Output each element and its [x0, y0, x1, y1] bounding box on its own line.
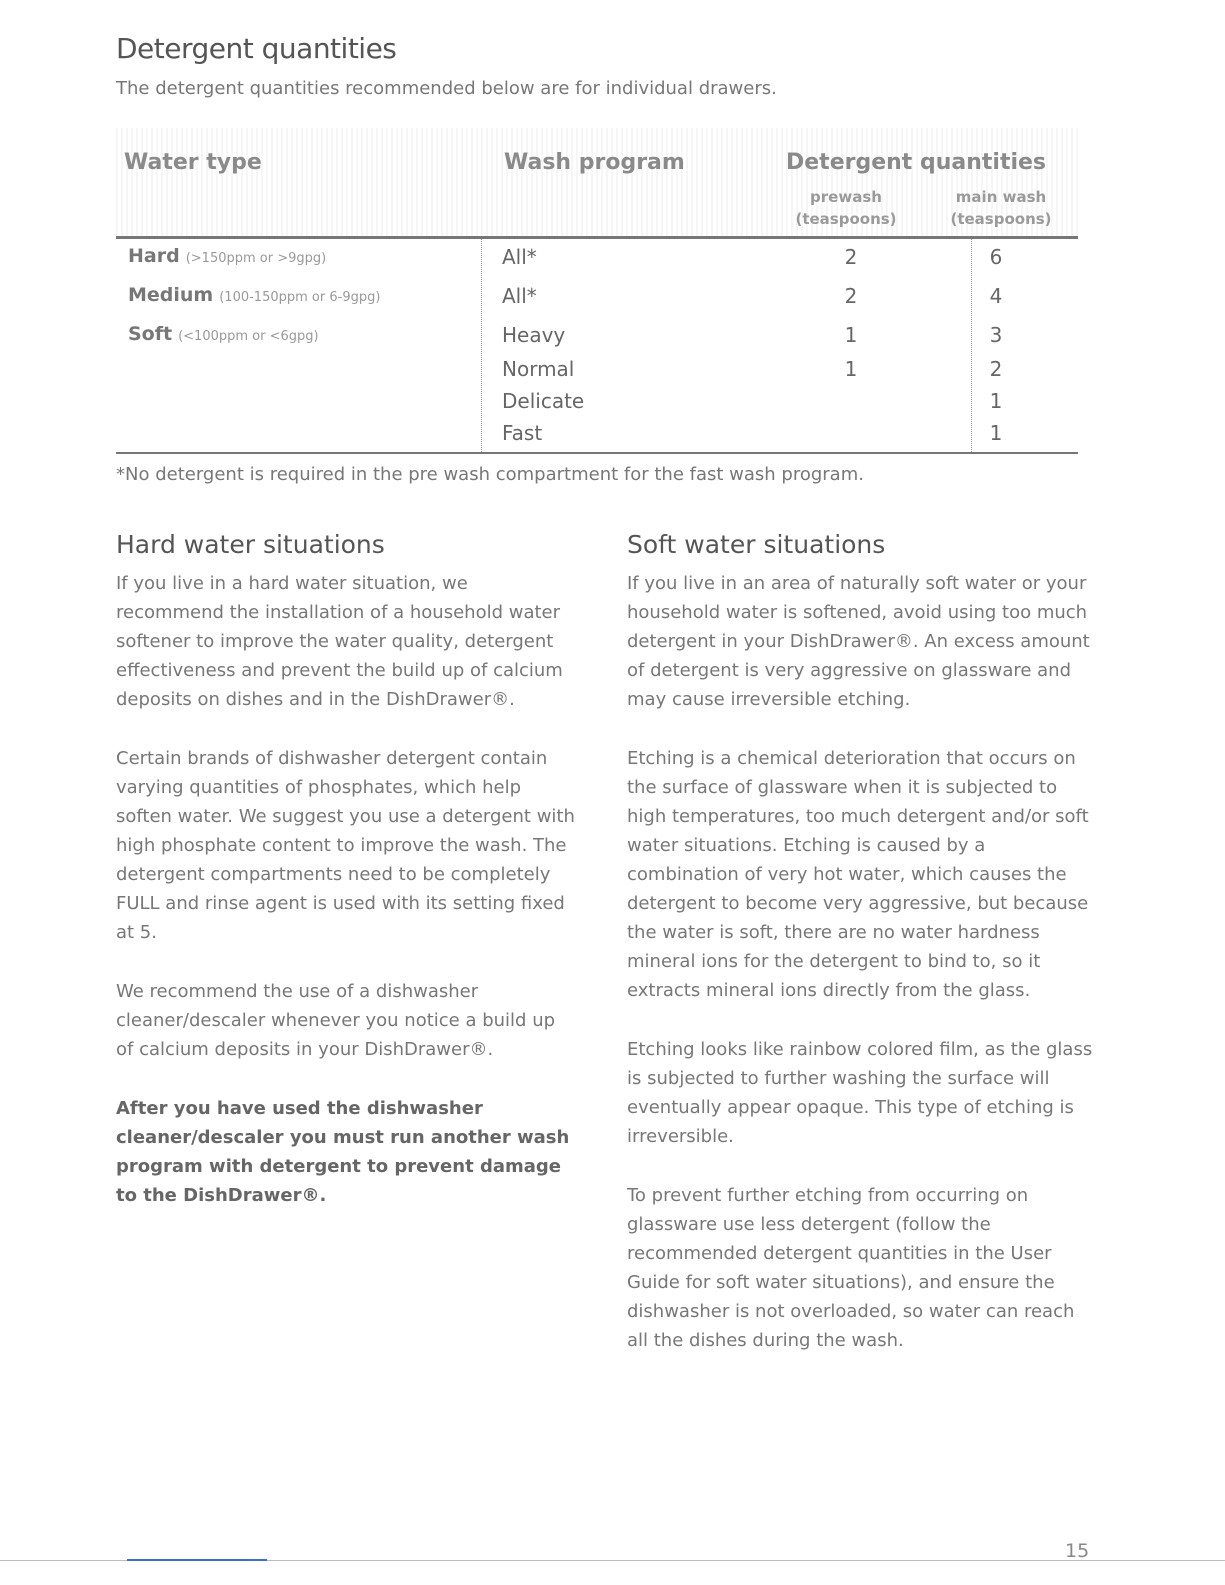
paragraph: We recommend the use of a dishwasher cleaner/descaler whenever you notice a build up of calcium deposits in your DishDrawer®.: [116, 981, 556, 1060]
row-main-wash: 1: [989, 421, 1003, 445]
page-title: Detergent quantities: [116, 32, 397, 65]
row-program: All*: [502, 284, 537, 308]
header-water-type: Water type: [124, 150, 262, 175]
water-type-name: Medium: [128, 284, 214, 306]
row-program: All*: [502, 245, 537, 269]
row-prewash: 1: [844, 323, 858, 347]
water-type-name: Soft: [128, 323, 173, 345]
paragraph: Certain brands of dishwasher detergent contain varying quantities of phosphates, which help soften water. We suggest you use a detergent with high phosphate content to improve the wash. The detergent compartments need to be completely FULL and rinse agent is used with its setting fixed at 5.: [116, 748, 575, 943]
water-type-range: (>150ppm or >9gpg): [185, 251, 327, 266]
header-main-wash-unit: (teaspoons): [950, 210, 1052, 228]
column-divider: [481, 239, 482, 452]
header-detergent-quantities: Detergent quantities: [786, 150, 1047, 175]
section-heading: Soft water situations: [627, 530, 886, 559]
warning-paragraph: After you have used the dishwasher cleaner/descaler you must run another wash program with detergent to prevent damage to the DishDrawer®.: [116, 1098, 570, 1206]
row-main-wash: 2: [989, 357, 1003, 381]
hard-water-section: [116, 530, 576, 1240]
footnote: *No detergent is required in the pre wash compartment for the fast wash program.: [116, 464, 864, 485]
paragraph: If you live in an area of naturally soft water or your household water is softened, avoid using too much detergent in your DishDrawer®. An excess amount of detergent is very aggressive on glassware and may cause irreversible etching.: [627, 573, 1090, 710]
paragraph: If you live in a hard water situation, we recommend the installation of a household water softener to improve the water quality, detergent effectiveness and prevent the build up of calcium deposits on dishes and in the DishDrawer®.: [116, 573, 563, 710]
table-body: [116, 239, 1078, 454]
row-program: Normal: [502, 357, 575, 381]
paragraph: Etching looks like rainbow colored film, as the glass is subjected to further washing the surface will eventually appear opaque. This type of etching is irreversible.: [627, 1039, 1093, 1147]
footer-link-underline: [127, 1559, 267, 1561]
soft-water-section: [627, 530, 1097, 1385]
header-main-wash-label: main wash: [955, 188, 1047, 206]
water-type-range: (100-150ppm or 6-9gpg): [219, 290, 381, 305]
water-type-soft: [128, 323, 319, 345]
water-type-name: Hard: [128, 245, 180, 267]
water-type-hard: [128, 245, 326, 267]
row-prewash: 2: [844, 284, 858, 308]
row-program: Delicate: [502, 389, 585, 413]
row-main-wash: 1: [989, 389, 1003, 413]
row-program: Fast: [502, 421, 543, 445]
table-header: [116, 128, 1078, 239]
row-prewash: 1: [844, 357, 858, 381]
row-main-wash: 4: [989, 284, 1003, 308]
row-main-wash: 3: [989, 323, 1003, 347]
row-program: Heavy: [502, 323, 566, 347]
header-main-wash: [926, 186, 1076, 230]
paragraph: To prevent further etching from occurring on glassware use less detergent (follow the recommended detergent quantities in the User Guide for soft water situations), and ensure the dishwasher is not overloaded, so water can reach all the dishes during the wash.: [627, 1185, 1075, 1351]
header-prewash: [776, 186, 916, 230]
header-prewash-unit: (teaspoons): [795, 210, 897, 228]
page-number: 15: [1065, 1540, 1090, 1562]
paragraph: Etching is a chemical deterioration that occurs on the surface of glassware when it is subjected to high temperatures, too much detergent and/or soft water situations. Etching is caused by a combination of very hot water, which causes the detergent to become very aggressive, but because the water is soft, there are no water hardness mineral ions for the detergent to bind to, so it extracts mineral ions directly from the glass.: [627, 748, 1089, 1001]
water-type-range: (<100ppm or <6gpg): [178, 329, 319, 344]
header-prewash-label: prewash: [810, 188, 882, 206]
header-wash-program: Wash program: [504, 150, 685, 175]
row-main-wash: 6: [989, 245, 1003, 269]
section-heading: Hard water situations: [116, 530, 385, 559]
intro-text: The detergent quantities recommended below are for individual drawers.: [116, 78, 777, 99]
water-type-medium: [128, 284, 380, 306]
row-prewash: 2: [844, 245, 858, 269]
